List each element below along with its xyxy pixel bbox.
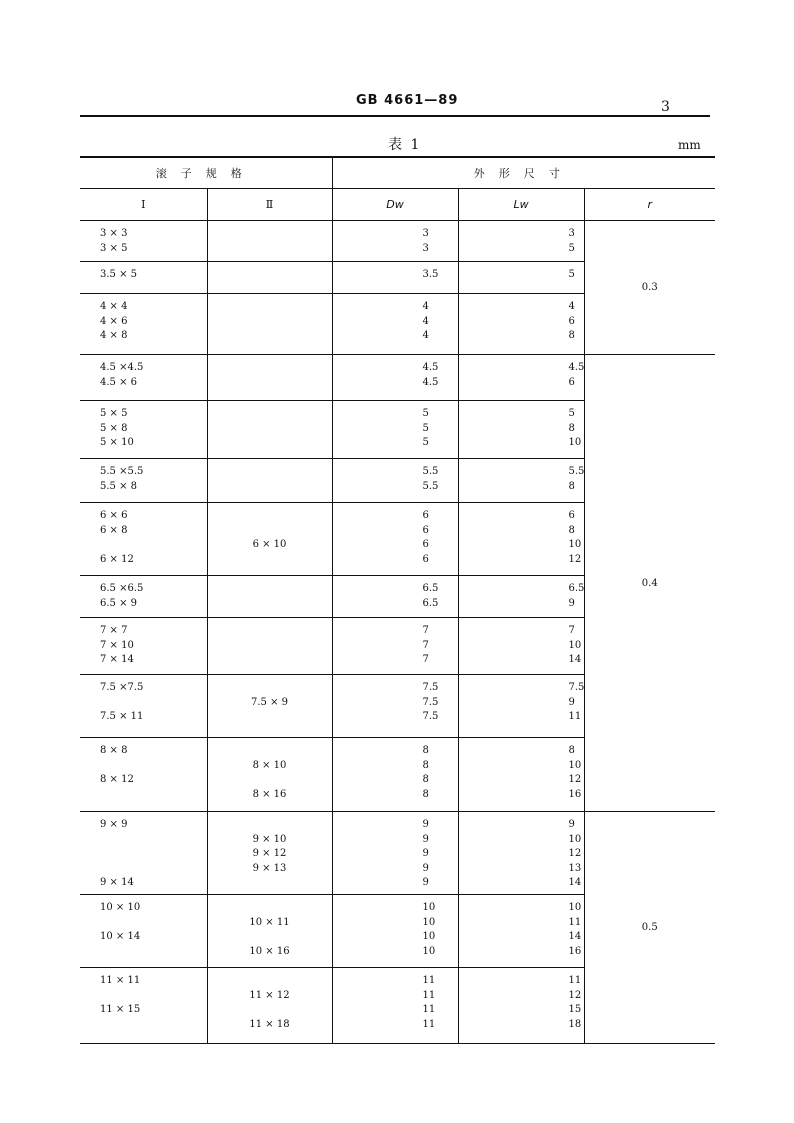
cell-value: 7.5 [422,696,439,708]
cell-value: 10 [568,902,582,913]
lw-cell [458,262,584,294]
cell-value: 10 [568,639,582,651]
cell-value: 5.5 ×5.5 [100,466,144,477]
cell-value: 5.5 [422,480,439,492]
cell-value: 8 × 10 [252,759,287,771]
cell-value: 4 [422,301,429,312]
series-1-cell [80,262,207,294]
cell-value: 6 [568,315,575,327]
cell-value: 5.5 × 8 [100,480,138,492]
cell-value: 9 [568,819,575,830]
cell-value: 8 × 16 [252,788,287,800]
cell-value: 4 × 4 [100,301,128,312]
cell-value: 16 [568,788,582,800]
cell-value: 10 [568,759,582,771]
cell-value: 6 [422,539,429,550]
series-1-cell [80,738,207,812]
lw-cell [458,459,584,503]
cell-value: 9 × 13 [252,862,287,874]
series-1-cell [80,968,207,1044]
cell-value: 8 [568,524,575,536]
cell-value: 8 [422,745,429,756]
series-2-cell [207,895,332,968]
cell-value: 9 × 14 [100,877,134,888]
cell-value: 4.5 ×4.5 [100,362,144,373]
series-2-cell [207,812,332,895]
cell-value: 6 [422,524,429,536]
cell-value: 4 [422,330,429,341]
series-2-cell [207,401,332,459]
cell-value: 11 [422,989,436,1001]
table-body [80,221,715,1044]
table-title: 表 1 [388,137,422,153]
cell-value: 3 × 5 [100,242,128,254]
dw-cell [332,576,458,618]
cell-value: 5 [568,408,575,419]
series-2-cell [207,221,332,262]
cell-value: 4 × 8 [100,330,128,341]
cell-value: 5.5 [422,466,439,477]
cell-value: 5 [568,269,575,280]
cell-value: 8 [568,480,575,492]
series-2-cell [207,294,332,355]
cell-value: 8 [568,330,575,341]
cell-value: 6 [422,510,429,521]
series-1-cell [80,355,207,401]
cell-value: 7.5 ×7.5 [100,682,144,693]
cell-value: 11 × 11 [100,975,141,986]
cell-value: 9 [422,833,429,845]
series-1-cell [80,294,207,355]
cell-value: 5 × 10 [100,437,134,448]
series-2-cell [207,968,332,1044]
spec-table [80,156,715,1044]
cell-value: 7.5 [568,682,585,693]
cell-value: 7 [422,654,429,665]
series-1-cell [80,576,207,618]
cell-value: 6.5 [422,583,439,594]
cell-value: 10 × 11 [249,916,290,928]
series-1-cell [80,459,207,503]
cell-value: 4.5 [422,376,439,388]
series-1-cell [80,503,207,576]
r-value-cell [584,221,715,355]
cell-value: 6 × 8 [100,524,128,536]
dw-cell [332,503,458,576]
lw-cell [458,895,584,968]
cell-value: 7.5 × 9 [250,696,288,708]
cell-value: 4.5 [422,362,439,373]
dw-cell [332,618,458,675]
cell-value: 5 × 5 [100,408,128,419]
page-header [0,0,794,153]
roller-spec-table [80,156,715,1044]
dw-cell [332,459,458,503]
series-2-cell [207,262,332,294]
cell-value: 8 [422,788,429,800]
r-value: 0.5 [641,922,658,933]
col-header-dw: Dw [332,189,458,221]
cell-value: 3 [568,228,575,239]
cell-value: 10 [422,931,436,942]
cell-value: 10 × 14 [100,931,141,942]
cell-value: 7 [422,625,429,636]
table-row [80,355,715,401]
lw-cell [458,401,584,459]
cell-value: 7 [568,625,575,636]
cell-value: 10 [422,916,436,928]
cell-value: 6 [568,510,575,521]
series-1-cell [80,401,207,459]
cell-value: 3.5 × 5 [100,269,138,280]
cell-value: 14 [568,877,582,888]
cell-value: 11 [568,711,582,722]
cell-value: 11 × 18 [249,1018,290,1030]
series-2-cell [207,738,332,812]
col-header-lw: Lw [458,189,584,221]
cell-value: 11 × 12 [249,989,290,1001]
cell-value: 8 [422,759,429,771]
cell-value: 4 × 6 [100,315,128,327]
cell-value: 12 [568,848,582,859]
group-header-row [80,157,715,189]
unit-label: mm [678,138,701,152]
cell-value: 6 × 6 [100,510,128,521]
cell-value: 6.5 [422,597,439,609]
series-2-cell [207,503,332,576]
r-value-cell [584,812,715,1044]
dw-cell [332,968,458,1044]
cell-value: 9 [568,696,575,708]
cell-value: 12 [568,553,582,565]
r-value: 0.3 [641,282,658,293]
dw-cell [332,675,458,738]
cell-value: 3 × 3 [100,228,128,239]
cell-value: 10 [568,539,582,550]
cell-value: 12 [568,989,582,1001]
series-2-cell [207,459,332,503]
cell-value: 7 [422,639,429,651]
cell-value: 11 [422,1004,436,1015]
cell-value: 6 [568,376,575,388]
cell-value: 11 [568,975,582,986]
dw-cell [332,294,458,355]
cell-value: 14 [568,931,582,942]
dw-cell [332,355,458,401]
cell-value: 6.5 [568,583,585,594]
cell-value: 10 [568,833,582,845]
col-header-r: r [584,189,715,221]
cell-value: 9 [422,848,429,859]
lw-cell [458,221,584,262]
cell-value: 11 [422,1018,436,1030]
cell-value: 6.5 × 9 [100,597,138,609]
r-value-cell [584,355,715,812]
cell-value: 11 [422,975,436,986]
standard-code: GB 4661—89 [356,93,459,108]
cell-value: 14 [568,654,582,665]
cell-value: 8 [568,422,575,434]
lw-cell [458,738,584,812]
dw-cell [332,221,458,262]
cell-value: 11 [568,916,582,928]
cell-value: 16 [568,945,582,957]
cell-value: 3.5 [422,269,439,280]
lw-cell [458,503,584,576]
cell-value: 7 × 10 [100,639,134,651]
cell-value: 18 [568,1018,582,1030]
lw-cell [458,675,584,738]
lw-cell [458,576,584,618]
cell-value: 9 [422,862,429,874]
dw-cell [332,812,458,895]
cell-value: 11 × 15 [100,1004,141,1015]
cell-value: 4 [568,301,575,312]
column-header-row [80,189,715,221]
table-row [80,221,715,262]
cell-value: 7.5 [422,711,439,722]
cell-value: 4.5 [568,362,585,373]
dw-cell [332,738,458,812]
header-rule [80,115,710,117]
cell-value: 5 × 8 [100,422,128,434]
roller-spec-group-header: 滚子规格 [80,157,332,189]
cell-value: 10 × 16 [249,945,290,957]
series-2-cell [207,675,332,738]
cell-value: 13 [568,862,582,874]
cell-value: 12 [568,774,582,785]
cell-value: 3 [422,242,429,254]
cell-value: 9 × 10 [252,833,287,845]
cell-value: 7 × 14 [100,654,134,665]
series-1-cell [80,618,207,675]
lw-cell [458,812,584,895]
dw-cell [332,895,458,968]
cell-value: 10 × 10 [100,902,141,913]
cell-value: 10 [422,945,436,957]
cell-value: 6 × 12 [100,553,134,565]
cell-value: 15 [568,1004,582,1015]
lw-cell [458,355,584,401]
dw-cell [332,401,458,459]
cell-value: 9 [422,819,429,830]
series-1-cell [80,812,207,895]
cell-value: 6 × 10 [252,539,287,550]
r-value: 0.4 [641,577,658,589]
cell-value: 7.5 [422,682,439,693]
cell-value: 9 [422,877,429,888]
dw-cell [332,262,458,294]
page-number: 3 [661,99,670,115]
cell-value: 10 [568,437,582,448]
cell-value: 9 × 9 [100,819,128,830]
cell-value: 4 [422,315,429,327]
cell-value: 4.5 × 6 [100,376,138,388]
cell-value: 8 [422,774,429,785]
series-2-cell [207,355,332,401]
cell-value: 7.5 × 11 [100,711,144,722]
cell-value: 10 [422,902,436,913]
cell-value: 9 × 12 [252,848,287,859]
cell-value: 5.5 [568,466,585,477]
col-header-series-2: Ⅱ [207,189,332,221]
cell-value: 6 [422,553,429,565]
cell-value: 6.5 ×6.5 [100,583,144,594]
series-2-cell [207,618,332,675]
lw-cell [458,294,584,355]
series-1-cell [80,221,207,262]
outline-dims-group-header: 外形尺寸 [332,157,715,189]
cell-value: 8 × 8 [100,745,128,756]
cell-value: 5 [422,422,429,434]
cell-value: 8 [568,745,575,756]
lw-cell [458,968,584,1044]
table-row [80,812,715,895]
cell-value: 5 [422,437,429,448]
col-header-series-1: Ⅰ [80,189,207,221]
cell-value: 9 [568,597,575,609]
cell-value: 5 [568,242,575,254]
cell-value: 3 [422,228,429,239]
series-1-cell [80,675,207,738]
lw-cell [458,618,584,675]
cell-value: 8 × 12 [100,774,134,785]
series-2-cell [207,576,332,618]
series-1-cell [80,895,207,968]
cell-value: 5 [422,408,429,419]
cell-value: 7 × 7 [100,625,128,636]
